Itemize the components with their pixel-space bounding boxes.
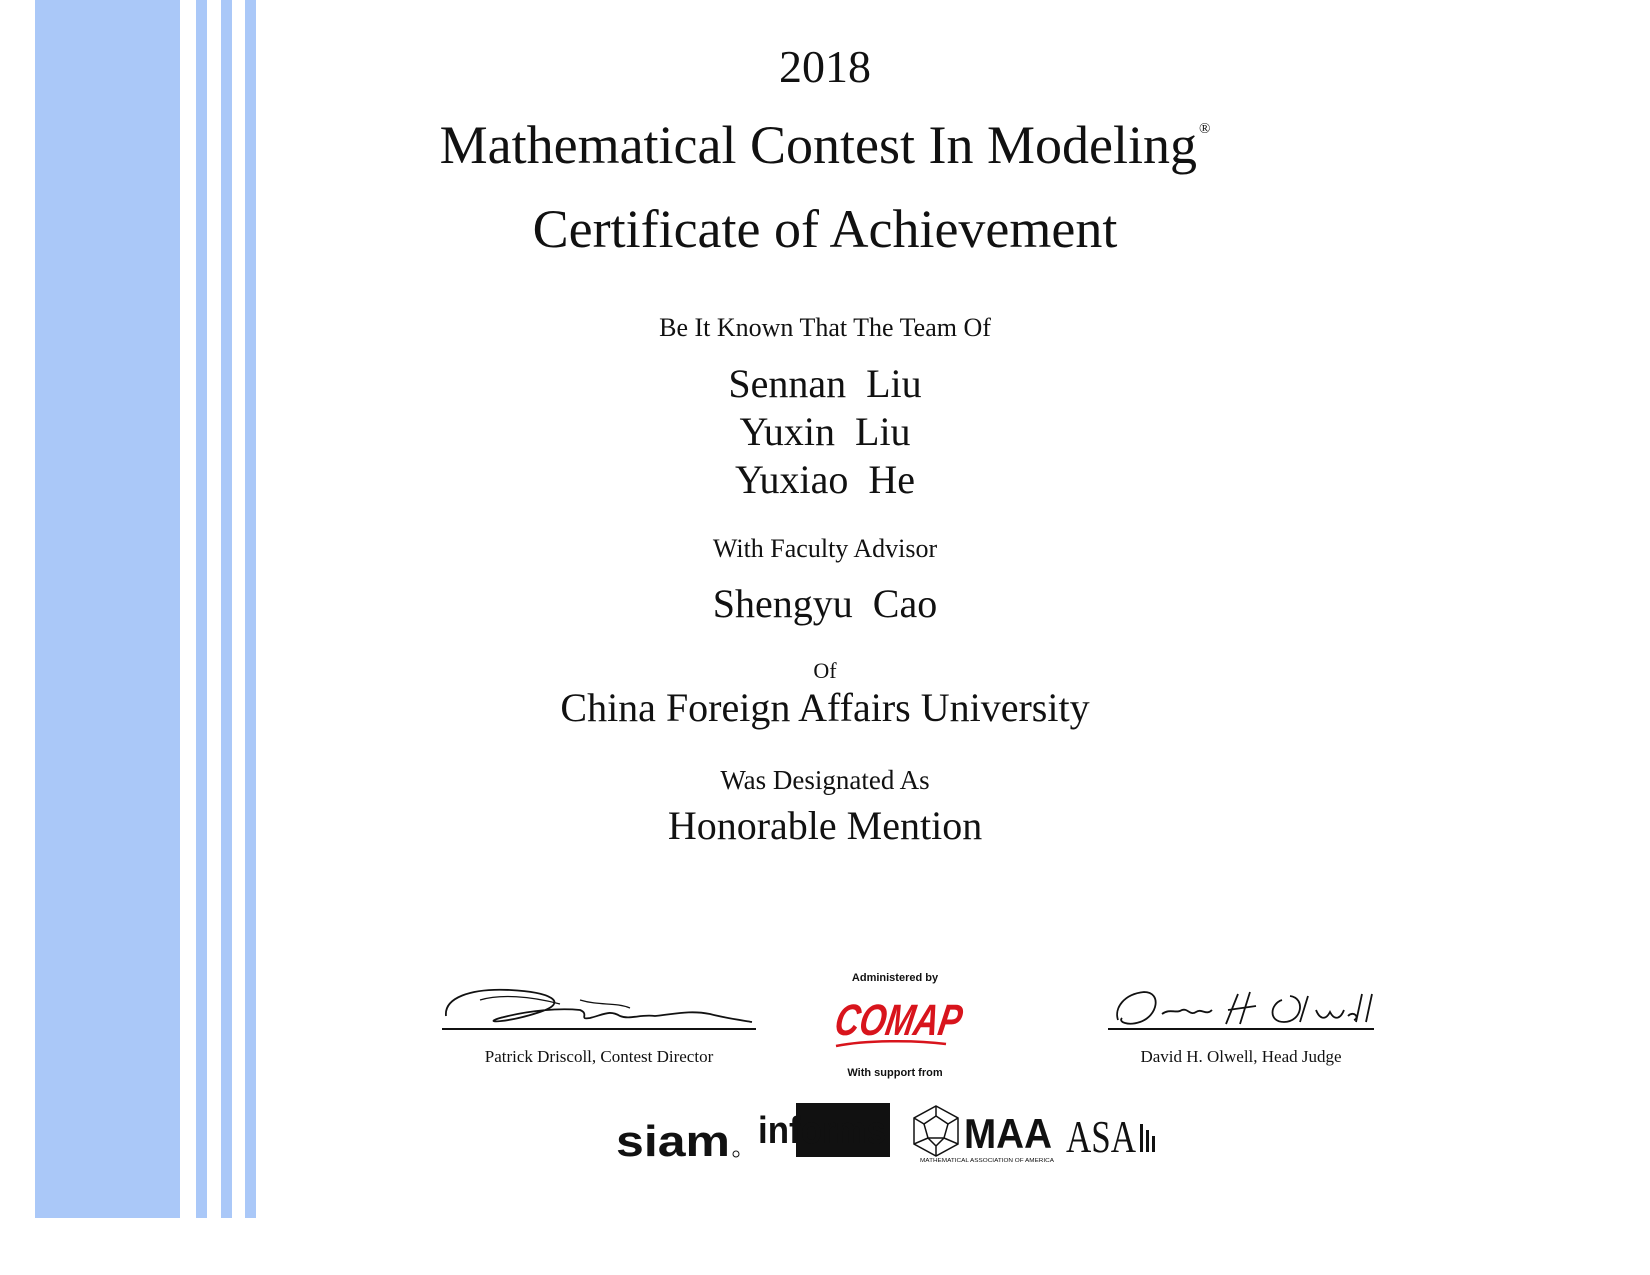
support-label: With support from bbox=[847, 1067, 943, 1079]
maa-logo bbox=[910, 1104, 1060, 1164]
informs-logo-text: informs bbox=[758, 1110, 886, 1152]
contest-name-text: Mathematical Contest In Modeling bbox=[439, 115, 1197, 175]
administered-by-label: Administered by bbox=[851, 972, 939, 984]
head-judge-signature bbox=[1110, 980, 1380, 1032]
advisor-name: Shengyu Cao bbox=[712, 581, 938, 626]
team-member: Sennan Liu bbox=[728, 361, 922, 406]
maa-subtitle: MATHEMATICAL ASSOCIATION OF AMERICA bbox=[920, 1158, 1055, 1164]
comap-logo-text: COMAP bbox=[831, 996, 1004, 1045]
team-member: Yuxin Liu bbox=[739, 409, 911, 454]
registered-mark: ® bbox=[1198, 121, 1211, 137]
institution-name: China Foreign Affairs University bbox=[560, 685, 1090, 730]
advisor-label: With Faculty Advisor bbox=[712, 534, 938, 563]
maa-logo-text: MAA bbox=[964, 1110, 1052, 1157]
informs-logo bbox=[756, 1103, 890, 1157]
asa-logo bbox=[1064, 1110, 1164, 1160]
of-label: Of bbox=[813, 658, 837, 683]
team-member: Yuxiao He bbox=[735, 457, 915, 502]
award-name: Honorable Mention bbox=[667, 803, 983, 848]
signature-line-right bbox=[1108, 1028, 1374, 1030]
designation-label: Was Designated As bbox=[720, 765, 930, 795]
asa-logo-text: ASA bbox=[1066, 1111, 1136, 1162]
signature-line-left bbox=[442, 1028, 756, 1030]
comap-logo bbox=[826, 990, 1004, 1056]
siam-logo bbox=[614, 1117, 744, 1166]
contest-director-signature bbox=[440, 980, 760, 1032]
contest-name bbox=[0, 114, 1650, 176]
siam-logo-text: siam bbox=[616, 1117, 730, 1166]
maa-polyhedron-icon bbox=[914, 1106, 958, 1156]
certificate-year: 2018 bbox=[779, 41, 871, 92]
certificate-title: Certificate of Achievement bbox=[532, 199, 1118, 259]
head-judge-caption: David H. Olwell, Head Judge bbox=[1140, 1047, 1342, 1066]
intro-text: Be It Known That The Team Of bbox=[659, 313, 991, 342]
contest-director-caption: Patrick Driscoll, Contest Director bbox=[484, 1047, 714, 1066]
